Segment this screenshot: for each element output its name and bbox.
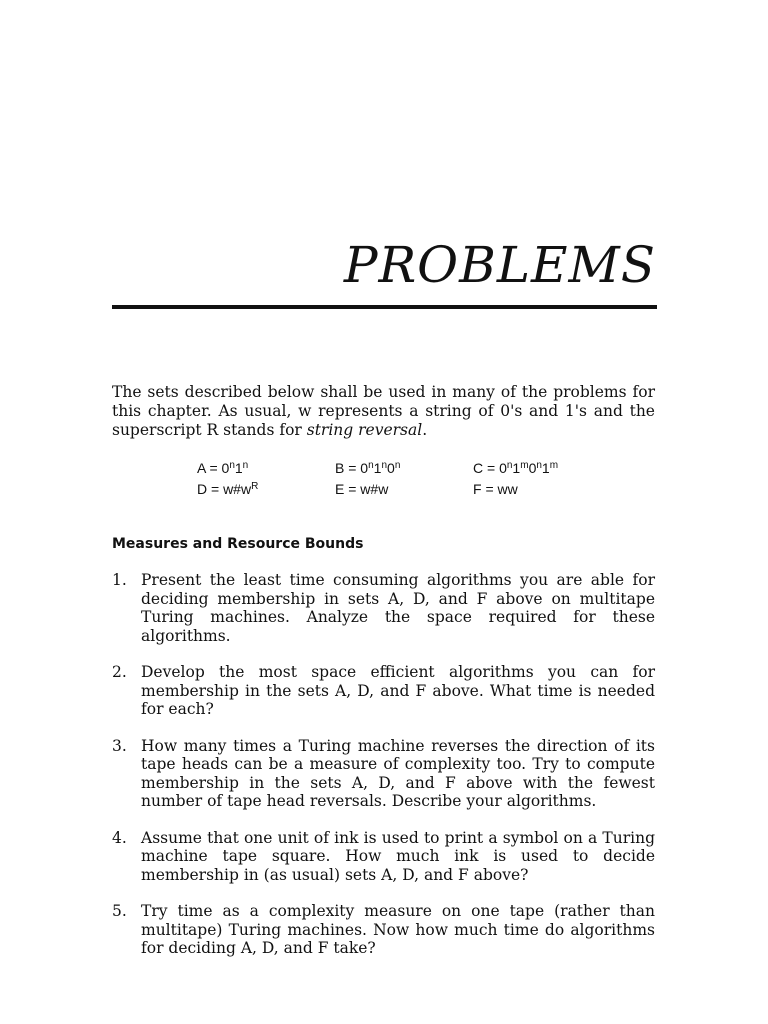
set-exponent: n [536, 460, 542, 471]
set-symbol: 1 [373, 460, 382, 476]
set-exponent: n [506, 460, 513, 471]
set-symbol: 0 [387, 460, 395, 476]
problem-number: 2. [112, 663, 127, 681]
set-symbol: 1 [541, 460, 550, 476]
set-definition [335, 479, 473, 500]
set-base: F = ww [473, 481, 518, 497]
set-exponent: n [368, 460, 374, 471]
set-base: D = w#w [197, 481, 252, 497]
set-base: B = 0 [335, 460, 369, 476]
set-exponent: n [229, 460, 235, 471]
set-symbol: 1 [234, 460, 243, 476]
problem-text: Try time as a complexity measure on one tape (rather than multitape) Turing machines. Now how much time do algorithms for deciding A, D, and F take? [141, 902, 655, 957]
set-definition [473, 479, 593, 500]
set-definition [197, 458, 335, 479]
set-exponent: n [381, 460, 388, 471]
intro-paragraph [112, 383, 655, 440]
set-row [197, 479, 617, 500]
title-rule [112, 305, 657, 309]
set-definitions [197, 458, 617, 500]
set-row [197, 458, 617, 479]
intro-text: The sets described below shall be used in many of the problems for this chapter. As usual, w represents a string of 0's and 1's and the superscript R stands for [112, 383, 655, 439]
set-exponent: m [549, 460, 559, 471]
problem-number: 5. [112, 902, 127, 920]
page-title: PROBLEMS [343, 236, 656, 294]
set-exponent: R [251, 481, 259, 492]
problem-item [112, 829, 655, 885]
set-definition [335, 458, 473, 479]
problem-item [112, 663, 655, 719]
set-symbol: 0 [528, 460, 537, 476]
problem-item [112, 902, 655, 958]
section-heading: Measures and Resource Bounds [112, 536, 364, 552]
problem-text: Develop the most space efficient algorithms you can for membership in the sets A, D, and F above. What time is needed for each? [141, 663, 655, 718]
problem-list [112, 571, 655, 976]
set-base: E = w#w [335, 481, 389, 497]
set-base: C = 0 [473, 460, 507, 476]
problem-text: Present the least time consuming algorithms you are able for deciding membership in sets A, D, and F above on multitape Turing machines. Analyze the space required for these algorithms. [141, 571, 655, 645]
problem-text: Assume that one unit of ink is used to print a symbol on a Turing machine tape square. How much ink is used to decide membership in (as usual) sets A, D, and F above? [141, 828, 655, 884]
set-symbol: 1 [512, 460, 521, 476]
problem-number: 4. [112, 828, 127, 847]
set-definition [197, 479, 335, 500]
problem-number: 3. [112, 736, 127, 755]
intro-emphasis: string reversal [306, 421, 423, 439]
set-base: A = 0 [197, 460, 230, 476]
problem-number: 1. [112, 571, 127, 589]
problem-item [112, 571, 655, 645]
problem-text: How many times a Turing machine reverses the direction of its tape heads can be a measure of complexity too. Try to compute membership in the sets A, D, and F above with the fewest number of tape head reversals. Describe your algorithms. [141, 736, 655, 810]
set-exponent: n [242, 460, 249, 471]
set-exponent: n [394, 460, 401, 471]
intro-end: . [422, 421, 428, 439]
set-definition [473, 458, 593, 479]
problem-item [112, 737, 655, 811]
set-exponent: m [520, 460, 529, 471]
